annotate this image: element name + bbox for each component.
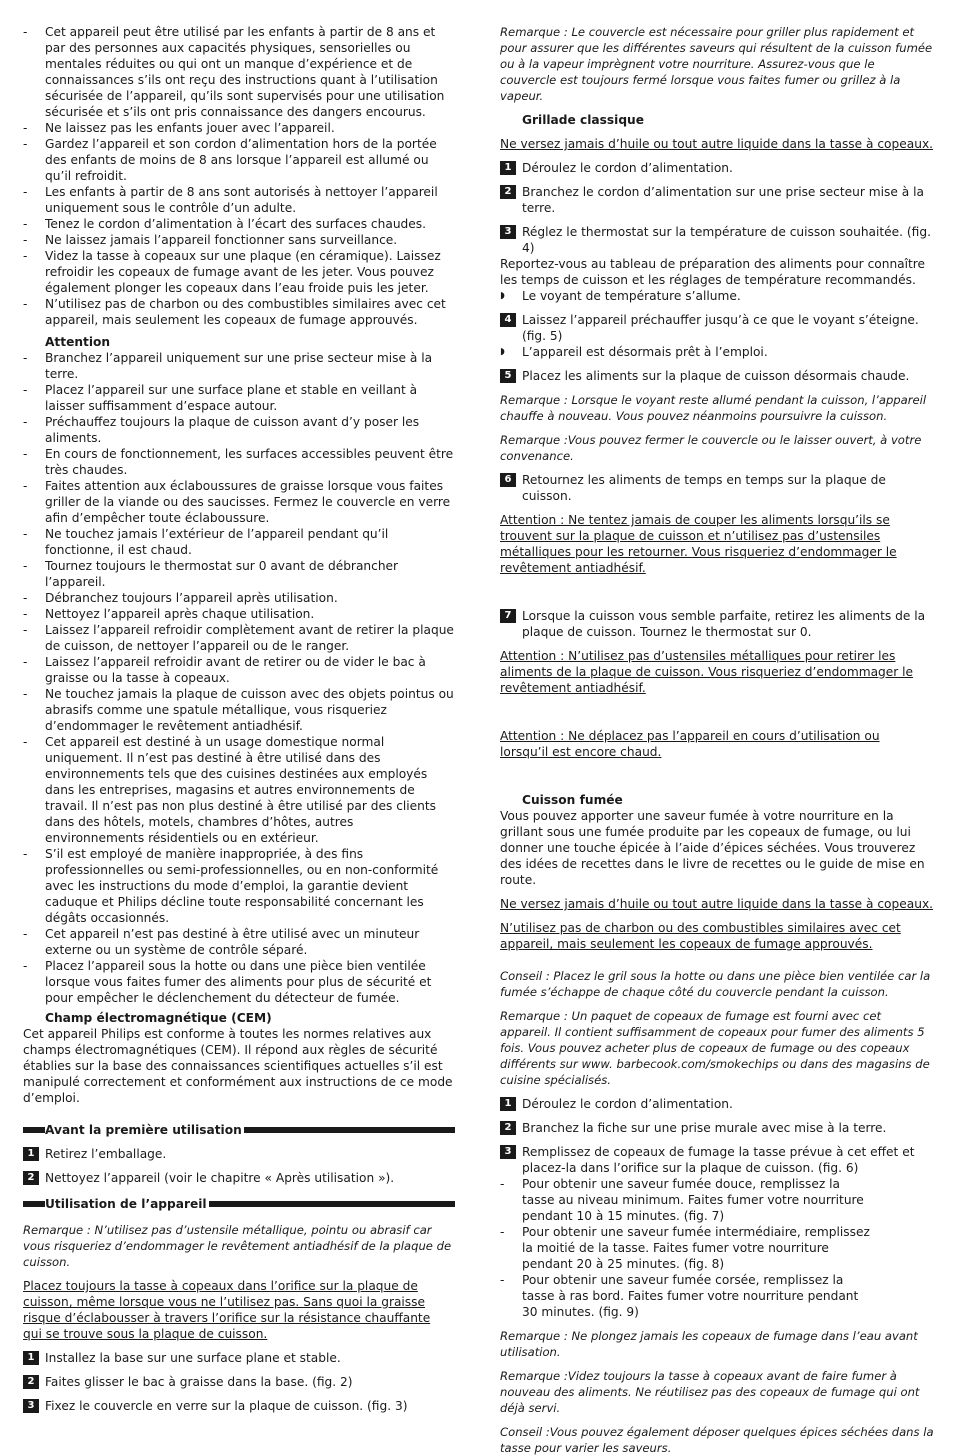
smoke-step-2: 2 Branchez la fiche sur une prise murale avec mise à la terre. xyxy=(500,1120,934,1136)
step-number: 3 xyxy=(500,1145,516,1159)
step-number: 2 xyxy=(500,185,516,199)
usage-step-1: 1 Installez la base sur une surface plane et stable. xyxy=(23,1350,455,1366)
step-number: 1 xyxy=(23,1351,39,1365)
smoke-option-item: - Pour obtenir une saveur fumée corsée, remplissez la tasse à ras bord. Faites fumer votre nourriture pendant 30 minutes. (fig. 9) xyxy=(500,1272,874,1320)
attention-item: - S’il est employé de manière inappropriée, à des fins professionnelles ou semi-professionnelles, ou en non-conformité avec les instructions du mode d’emploi, la garantie devient caduque et Philips décline toute responsabilité concernant les dégâts occasionnés. xyxy=(23,846,455,926)
light-note: Remarque : Lorsque le voyant reste allumé pendant la cuisson, l’appareil chauffe à nouveau. Vous pouvez néanmoins poursuivre la cuisson. xyxy=(500,393,927,423)
attention-item: - Laissez l’appareil refroidir avant de retirer ou de vider le bac à graisse ou la tasse à copeaux. xyxy=(23,654,455,686)
grill-heading: Grillade classique xyxy=(522,113,644,127)
attention-item: - Branchez l’appareil uniquement sur une prise secteur mise à la terre. xyxy=(23,350,455,382)
attention-list xyxy=(23,350,455,1006)
attention-item: - En cours de fonctionnement, les surfaces accessibles peuvent être très chaudes. xyxy=(23,446,455,478)
step-number: 5 xyxy=(500,369,516,383)
hood-tip: Conseil : Placez le gril sous la hotte ou dans une pièce bien ventilée car la fumée s’échappe de chaque côté du couvercle pendant la cuisson. xyxy=(500,969,931,999)
cem-heading: Champ électromagnétique (CEM) xyxy=(45,1011,272,1025)
left-column xyxy=(23,24,455,1414)
attention-item: - Tournez toujours le thermostat sur 0 avant de débrancher l’appareil. xyxy=(23,558,455,590)
grill-step-3-detail: Reportez-vous au tableau de préparation des aliments pour connaître les temps de cuisson et les réglages de température recommandés. xyxy=(500,257,926,287)
grill-step-4-result: ◗ L’appareil est désormais prêt à l’emploi. xyxy=(500,344,934,360)
grill-step-5: 5 Placez les aliments sur la plaque de cuisson désormais chaude. xyxy=(500,368,934,384)
attention-heading: Attention xyxy=(45,335,111,349)
chips-pack-note: Remarque : Un paquet de copeaux de fumage est fourni avec cet appareil. Il contient suffisamment de copeaux pour fumer des aliments 5 fois. Vous pouvez acheter plus de copeaux de fumage ou des copeaux différents sur www. barbecook.com/smokechips ou dans des magasins de cuisine spécialisés. xyxy=(500,1009,930,1087)
step-number: 1 xyxy=(500,161,516,175)
step-number: 1 xyxy=(500,1097,516,1111)
grill-step-3-result: ◗ Le voyant de température s’allume. xyxy=(500,288,934,304)
step-number: 4 xyxy=(500,313,516,327)
grill-step-2: 2 Branchez le cordon d’alimentation sur une prise secteur mise à la terre. xyxy=(500,184,934,216)
smoke-intro: Vous pouvez apporter une saveur fumée à votre nourriture en la grillant sous une fumée produite par les copeaux de fumage, ou lui donner une touche épicée à l’aide d’épices séchées. Vous trouverez des idées de recettes dans le livre de recettes ou le guide de mise en route. xyxy=(500,809,925,887)
step-number: 2 xyxy=(23,1375,39,1389)
grill-step-4: 4 Laissez l’appareil préchauffer jusqu’à ce que le voyant s’éteigne. (fig. 5) xyxy=(500,312,934,344)
safety-item: - Les enfants à partir de 8 ans sont autorisés à nettoyer l’appareil uniquement sous le contrôle d’un adulte. xyxy=(23,184,455,216)
smoke-option-item: - Pour obtenir une saveur fumée intermédiaire, remplissez la moitié de la tasse. Faites fumer votre nourriture pendant 20 à 25 minutes. (fig. 8) xyxy=(500,1224,874,1272)
empty-cup-note: Remarque :Videz toujours la tasse à copeaux avant de faire fumer à nouveau des aliments. Ne réutilisez pas des copeaux de fumage qui ont déjà servi. xyxy=(500,1369,920,1415)
usage-step-3: 3 Fixez le couvercle en verre sur la plaque de cuisson. (fig. 3) xyxy=(23,1398,455,1414)
usage-warning: Placez toujours la tasse à copeaux dans l’orifice sur la plaque de cuisson, même lorsque vous ne l’utilisez pas. Sans quoi la graisse risque d’éclabousser à travers l’orifice sur la résistance chauffante qui se trouve sous la plaque de cuisson. xyxy=(23,1279,431,1341)
grill-step-3: 3 Réglez le thermostat sur la température de cuisson souhaitée. (fig. 4) xyxy=(500,224,934,256)
smoke-warning-charcoal: N’utilisez pas de charbon ou des combustibles similaires avec cet appareil, mais seulement les copeaux de fumage approuvés. xyxy=(500,921,901,951)
attention-item: - Faites attention aux éclaboussures de graisse lorsque vous faites griller de la viande ou des saucisses. Fermez le couvercle en verre afin d’empêcher toute éclaboussure. xyxy=(23,478,455,526)
attention-item: - Placez l’appareil sur une surface plane et stable en veillant à laisser suffisamment d’espace autour. xyxy=(23,382,455,414)
spices-tip: Conseil :Vous pouvez également déposer quelques épices séchées dans la tasse pour varier les saveurs. xyxy=(500,1425,934,1455)
step-number: 7 xyxy=(500,609,516,623)
safety-item: - Videz la tasse à copeaux sur une plaque (en céramique). Laissez refroidir les copeaux de fumage avant de les jeter. Vous pouvez également plonger les copeaux dans l’eau froide puis les jeter. xyxy=(23,248,455,296)
safety-item: - Cet appareil peut être utilisé par les enfants à partir de 8 ans et par des personnes aux capacités physiques, sensorielles ou mentales réduites ou qui ont un manque d’expérience et de connaissances s’ils ont reçu des instructions quant à l’utilisation sécurisée de l’appareil, qu’ils sont supervisés pour une utilisation sécurisée et s’ils ont pris connaissance des dangers encourus. xyxy=(23,24,455,120)
smoke-option-item: - Pour obtenir une saveur fumée douce, remplissez la tasse au niveau minimum. Faites fumer votre nourriture pendant 10 à 15 minutes. (fig. 7) xyxy=(500,1176,874,1224)
step-number: 2 xyxy=(500,1121,516,1135)
attention-item: - Cet appareil n’est pas destiné à être utilisé avec un minuteur externe ou un système de contrôle séparé. xyxy=(23,926,455,958)
cem-paragraph: Cet appareil Philips est conforme à toutes les normes relatives aux champs électromagnétiques (CEM). Il répond aux règles de sécurité établies sur la base des connaissances scientifiques actuelles s’il est manipulé correctement et conformément aux instructions de ce mode d’emploi. xyxy=(23,1027,453,1105)
grill-step-1: 1 Déroulez le cordon d’alimentation. xyxy=(500,160,934,176)
step-number: 1 xyxy=(23,1147,39,1161)
first-use-title: Avant la première utilisation xyxy=(45,1123,242,1137)
safety-item: - Ne laissez jamais l’appareil fonctionner sans surveillance. xyxy=(23,232,455,248)
attention-item: - Ne touchez jamais l’extérieur de l’appareil pendant qu’il fonctionne, il est chaud. xyxy=(23,526,455,558)
usage-title: Utilisation de l’appareil xyxy=(45,1197,207,1211)
attention-item: - Ne touchez jamais la plaque de cuisson avec des objets pointus ou abrasifs comme une spatule métallique, vous risqueriez d’endommager le revêtement antiadhésif. xyxy=(23,686,455,734)
attention-item: - Cet appareil est destiné à un usage domestique normal uniquement. Il n’est pas destiné à être utilisé dans des environnements tels que des cuisines destinées aux employés dans les entreprises, magasins et autres environnements de travail. Il n’est pas non plus destiné à être utilisé par des clients dans des hôtels, motels, chambres d’hôtes, autres environnements résidentiels ou en extérieur. xyxy=(23,734,455,846)
smoke-heading: Cuisson fumée xyxy=(522,793,623,807)
first-use-section-header xyxy=(23,1122,455,1138)
smoke-options-list xyxy=(500,1176,934,1320)
usage-step-2: 2 Faites glisser le bac à graisse dans la base. (fig. 2) xyxy=(23,1374,455,1390)
grill-step-7: 7 Lorsque la cuisson vous semble parfaite, retirez les aliments de la plaque de cuisson. Tournez le thermostat sur 0. xyxy=(500,608,934,640)
first-use-step-2: 2 Nettoyez l’appareil (voir le chapitre « Après utilisation »). xyxy=(23,1170,455,1186)
usage-note: Remarque : N’utilisez pas d’ustensile métallique, pointu ou abrasif car vous risqueriez d’endommager le revêtement antiadhésif de la plaque de cuisson. xyxy=(23,1223,452,1269)
step-number: 3 xyxy=(23,1399,39,1413)
attention-item: - Placez l’appareil sous la hotte ou dans une pièce bien ventilée lorsque vous faites fumer des aliments pour plus de sécurité et pour empêcher le déclenchement du détecteur de fumée. xyxy=(23,958,455,1006)
attention-item: - Débranchez toujours l’appareil après utilisation. xyxy=(23,590,455,606)
safety-list xyxy=(23,24,455,328)
step-number: 3 xyxy=(500,225,516,239)
step-number: 6 xyxy=(500,473,516,487)
lid-note: Remarque : Le couvercle est nécessaire pour griller plus rapidement et pour assurer que les différentes saveurs qui résultent de la cuisson fumée ou à la vapeur imprègnent votre nourriture. Assurez-vous que le couvercle est toujours fermé lorsque vous faites fumer ou grillez à la vapeur. xyxy=(500,25,933,103)
safety-item: - Ne laissez pas les enfants jouer avec l’appareil. xyxy=(23,120,455,136)
attention-item: - Préchauffez toujours la plaque de cuisson avant d’y poser les aliments. xyxy=(23,414,455,446)
safety-item: - Gardez l’appareil et son cordon d’alimentation hors de la portée des enfants de moins de 8 ans lorsque l’appareil est allumé ou qu’il refroidit. xyxy=(23,136,455,184)
right-column xyxy=(500,24,934,1456)
attention-cutting: Attention : Ne tentez jamais de couper les aliments lorsqu’ils se trouvent sur la plaque de cuisson et n’utilisez pas d’ustensiles métalliques pour les retourner. Vous risqueriez d’endommager le revêtement antiadhésif. xyxy=(500,513,897,575)
attention-metal: Attention : N’utilisez pas d’ustensiles métalliques pour retirer les aliments de la plaque de cuisson. Vous risqueriez d’endommager le revêtement antiadhésif. xyxy=(500,649,914,695)
attention-move: Attention : Ne déplacez pas l’appareil en cours d’utilisation ou lorsqu’il est encore chaud. xyxy=(500,729,880,759)
smoke-warning-liquid: Ne versez jamais d’huile ou tout autre liquide dans la tasse à copeaux. xyxy=(500,897,934,911)
safety-item: - Tenez le cordon d’alimentation à l’écart des surfaces chaudes. xyxy=(23,216,455,232)
first-use-step-1: 1 Retirez l’emballage. xyxy=(23,1146,455,1162)
grill-warning: Ne versez jamais d’huile ou tout autre liquide dans la tasse à copeaux. xyxy=(500,137,934,151)
usage-section-header xyxy=(23,1196,455,1212)
lid-open-note: Remarque :Vous pouvez fermer le couvercle ou le laisser ouvert, à votre convenance. xyxy=(500,433,922,463)
safety-item: - N’utilisez pas de charbon ou des combustibles similaires avec cet appareil, mais seulement les copeaux de fumage approuvés. xyxy=(23,296,455,328)
smoke-step-3: 3 Remplissez de copeaux de fumage la tasse prévue à cet effet et placez-la dans l’orifice sur la plaque de cuisson. (fig. 6) xyxy=(500,1144,934,1176)
smoke-step-1: 1 Déroulez le cordon d’alimentation. xyxy=(500,1096,934,1112)
attention-item: - Nettoyez l’appareil après chaque utilisation. xyxy=(23,606,455,622)
attention-item: - Laissez l’appareil refroidir complètement avant de retirer la plaque de cuisson, de nettoyer l’appareil ou de le ranger. xyxy=(23,622,455,654)
grill-step-6: 6 Retournez les aliments de temps en temps sur la plaque de cuisson. xyxy=(500,472,934,504)
step-number: 2 xyxy=(23,1171,39,1185)
water-note: Remarque : Ne plongez jamais les copeaux de fumage dans l’eau avant utilisation. xyxy=(500,1329,918,1359)
